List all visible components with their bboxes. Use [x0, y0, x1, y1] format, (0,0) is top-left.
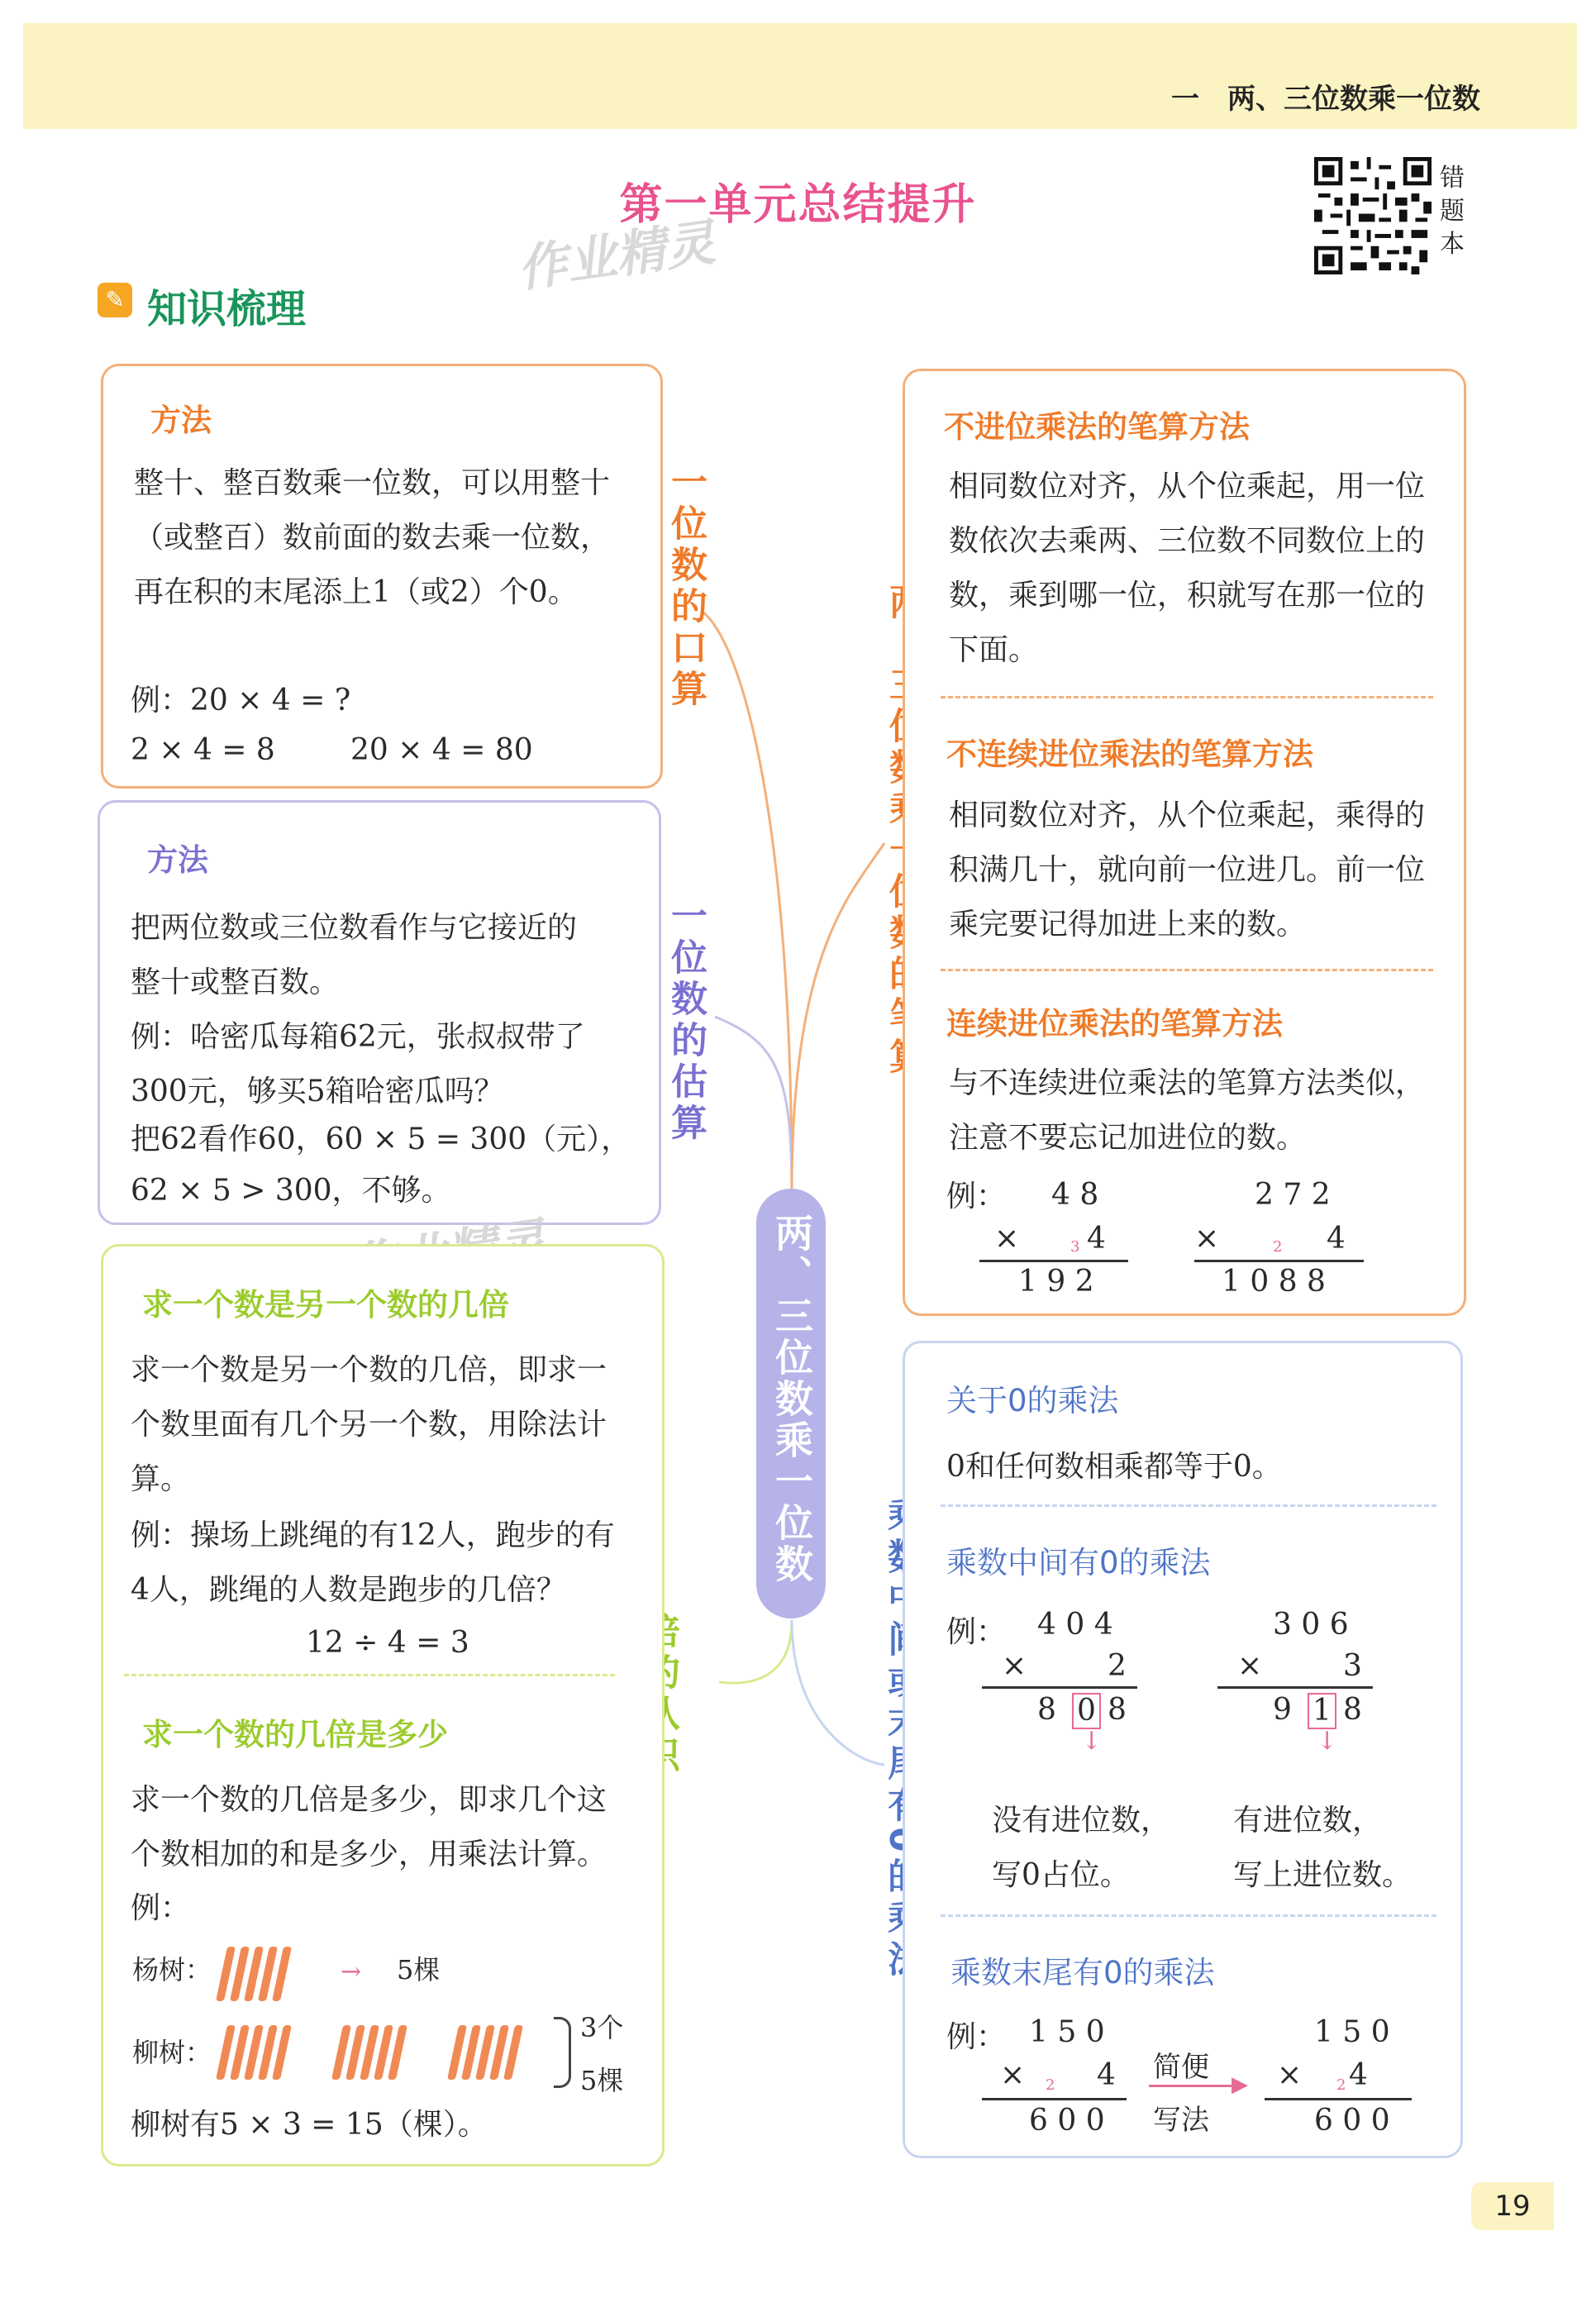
poplar-sticks	[222, 1947, 292, 2005]
zeroB-note2: 写上进位数。	[1233, 1858, 1413, 1892]
box5-heading2: 乘数中间有0的乘法	[946, 1545, 1211, 1580]
calcB-bottom: 4	[1327, 1222, 1346, 1256]
zeroC-line	[982, 2098, 1127, 2100]
zeroB-arrow-icon: ↓	[1317, 1727, 1338, 1756]
box5-text1: 0和任何数相乘都等于0。	[946, 1450, 1282, 1484]
box4-heading2: 不连续进位乘法的笔算方法	[946, 737, 1313, 772]
box4-heading1: 不进位乘法的笔算方法	[944, 409, 1250, 445]
box4-text2: 相同数位对齐，从个位乘起，乘得的积满几十，就向前一位进几。前一位乘完要记得加进上来的数。	[949, 798, 1426, 941]
branch-estimate: 一位数的估算	[665, 897, 707, 1145]
zeroB-line	[1217, 1686, 1373, 1689]
zeroB-top: 3 0 6	[1273, 1608, 1349, 1642]
box1-heading: 方法	[150, 403, 212, 438]
calcA-line	[979, 1260, 1128, 1262]
box2-solution2: 62 × 5 > 300，不够。	[131, 1174, 451, 1208]
zeroB-r3: 8	[1343, 1693, 1362, 1727]
zeroB-r1: 9	[1273, 1693, 1292, 1727]
zeroC-bottom: 4	[1097, 2058, 1116, 2092]
box4-heading3: 连续进位乘法的笔算方法	[946, 1006, 1283, 1042]
willow-count: 3个	[580, 2012, 624, 2043]
box3-calc1: 12 ÷ 4 = 3	[306, 1626, 469, 1660]
zeroD-carry: 2	[1336, 2076, 1346, 2094]
zeroD-op: ×	[1277, 2058, 1303, 2092]
chapter-header: 一 两、三位数乘一位数	[1171, 83, 1480, 116]
box5-divider1	[941, 1504, 1436, 1507]
watermark: 作业精灵	[513, 213, 719, 299]
box3-answer: 柳树有5 × 3 = 15（棵）。	[131, 2108, 488, 2142]
calcA-bottom: 4	[1087, 1222, 1106, 1256]
box4-example: 例：	[946, 1180, 1007, 1213]
zeroA-note2: 写0占位。	[992, 1858, 1130, 1892]
zeroA-top: 4 0 4	[1037, 1608, 1113, 1642]
box1-example: 例：20 × 4 = ?	[131, 684, 351, 717]
poplar-value: 5棵	[397, 1954, 441, 1985]
box2-text: 把两位数或三位数看作与它接近的整十或整百数。	[131, 911, 578, 999]
calcB-op: ×	[1194, 1222, 1220, 1256]
calcB-result: 1 0 8 8	[1222, 1265, 1326, 1299]
zeroD-line	[1265, 2098, 1412, 2100]
calcA-top: 4 8	[1051, 1178, 1099, 1212]
zeroC-result: 6 0 0	[1029, 2104, 1105, 2138]
box3-heading1: 求一个数是另一个数的几倍	[142, 1287, 509, 1323]
box3-heading2: 求一个数的几倍是多少	[142, 1717, 448, 1752]
box3-text2: 求一个数的几倍是多少，即求几个这个数相加的和是多少，用乘法计算。	[131, 1783, 607, 1871]
zeroA-bottom: 2	[1108, 1649, 1127, 1683]
box2-solution1: 把62看作60，60 × 5 = 300（元），	[131, 1123, 631, 1156]
calcA-result: 1 9 2	[1018, 1265, 1094, 1299]
zeroB-bottom: 3	[1343, 1649, 1362, 1683]
center-node-label: 两、三位数乘一位数	[769, 1213, 814, 1585]
section-heading: 知识梳理	[147, 286, 307, 332]
zeroB-op: ×	[1237, 1649, 1263, 1683]
zeroB-note1: 有进位数，	[1233, 1804, 1383, 1838]
page-title: 第一单元总结提升	[619, 180, 977, 230]
calcB-carry: 2	[1273, 1238, 1283, 1256]
zeroB-r2: 1	[1308, 1693, 1336, 1729]
zeroC-op: ×	[1000, 2058, 1026, 2092]
zeroD-result: 6 0 0	[1314, 2104, 1390, 2138]
box4-divider2	[941, 969, 1433, 971]
box4-text1: 相同数位对齐，从个位乘起，用一位数依次去乘两、三位数不同数位上的数，乘到哪一位，积就写在那一位的下面。	[949, 470, 1426, 667]
zeroA-r2: 0	[1072, 1693, 1101, 1729]
zeroA-arrow-icon: ↓	[1081, 1727, 1103, 1756]
box1-calc2: 20 × 4 = 80	[350, 733, 533, 767]
box5-heading1: 关于0的乘法	[946, 1383, 1119, 1418]
calcA-carry: 3	[1070, 1238, 1080, 1256]
willow-sticks-2	[337, 2025, 407, 2083]
zeroA-op: ×	[1002, 1649, 1027, 1683]
box4-divider1	[941, 696, 1433, 698]
zeroA-r3: 8	[1108, 1693, 1127, 1727]
box3-example1: 例：操场上跳绳的有12人，跑步的有4人，跳绳的人数是跑步的几倍？	[131, 1518, 615, 1607]
box1-calc1: 2 × 4 = 8	[131, 733, 275, 767]
poplar-label: 杨树：	[132, 1954, 212, 1985]
willow-sticks-3	[453, 2025, 523, 2083]
box2-heading: 方法	[147, 842, 208, 878]
zeroC-carry: 2	[1046, 2076, 1055, 2094]
zeroD-top: 1 5 0	[1314, 2015, 1390, 2049]
simplify-arrow-icon	[1149, 2085, 1240, 2087]
calcA-op: ×	[994, 1222, 1020, 1256]
zeroC-top: 1 5 0	[1029, 2015, 1105, 2049]
calcB-top: 2 7 2	[1255, 1178, 1331, 1212]
calcB-line	[1194, 1260, 1364, 1262]
willow-sticks-1	[222, 2025, 292, 2083]
box5-example3: 例：	[946, 2020, 1007, 2054]
arrow-label-1: 简便	[1153, 2051, 1209, 2084]
box2-example: 例：哈密瓜每箱62元，张叔叔带了300元，够买5箱哈密瓜吗？	[131, 1020, 585, 1108]
box1-text: 整十、整百数乘一位数，可以用整十（或整百）数前面的数去乘一位数，再在积的末尾添上1（或2）个0。	[134, 466, 611, 609]
zeroA-note1: 没有进位数，	[992, 1804, 1171, 1838]
page-number: 19	[1471, 2182, 1554, 2230]
willow-label: 柳树：	[132, 2037, 212, 2068]
zeroD-bottom: 4	[1349, 2058, 1368, 2092]
box3-text1: 求一个数是另一个数的几倍，即求一个数里面有几个另一个数，用除法计算。	[131, 1353, 607, 1496]
box4-text3: 与不连续进位乘法的笔算方法类似，注意不要忘记加进位的数。	[949, 1066, 1426, 1155]
zeroA-line	[982, 1686, 1137, 1689]
box5-heading3: 乘数末尾有0的乘法	[950, 1955, 1215, 1990]
willow-value: 5棵	[580, 2065, 624, 2096]
box5-divider2	[941, 1914, 1436, 1917]
branch-oral: 一位数的口算	[665, 463, 707, 711]
box5-example: 例：	[946, 1615, 1007, 1649]
simplify-arrow-head-icon: ▶	[1232, 2072, 1248, 2097]
box3-example2: 例：	[131, 1891, 191, 1925]
section-icon: ✎	[98, 283, 132, 317]
poplar-arrow-icon: →	[341, 1957, 362, 1986]
box3-divider	[124, 1674, 615, 1676]
arrow-label-2: 写法	[1153, 2104, 1209, 2137]
willow-brace	[554, 2017, 571, 2088]
zeroA-r1: 8	[1037, 1693, 1056, 1727]
qr-label: 错题本	[1440, 164, 1465, 259]
